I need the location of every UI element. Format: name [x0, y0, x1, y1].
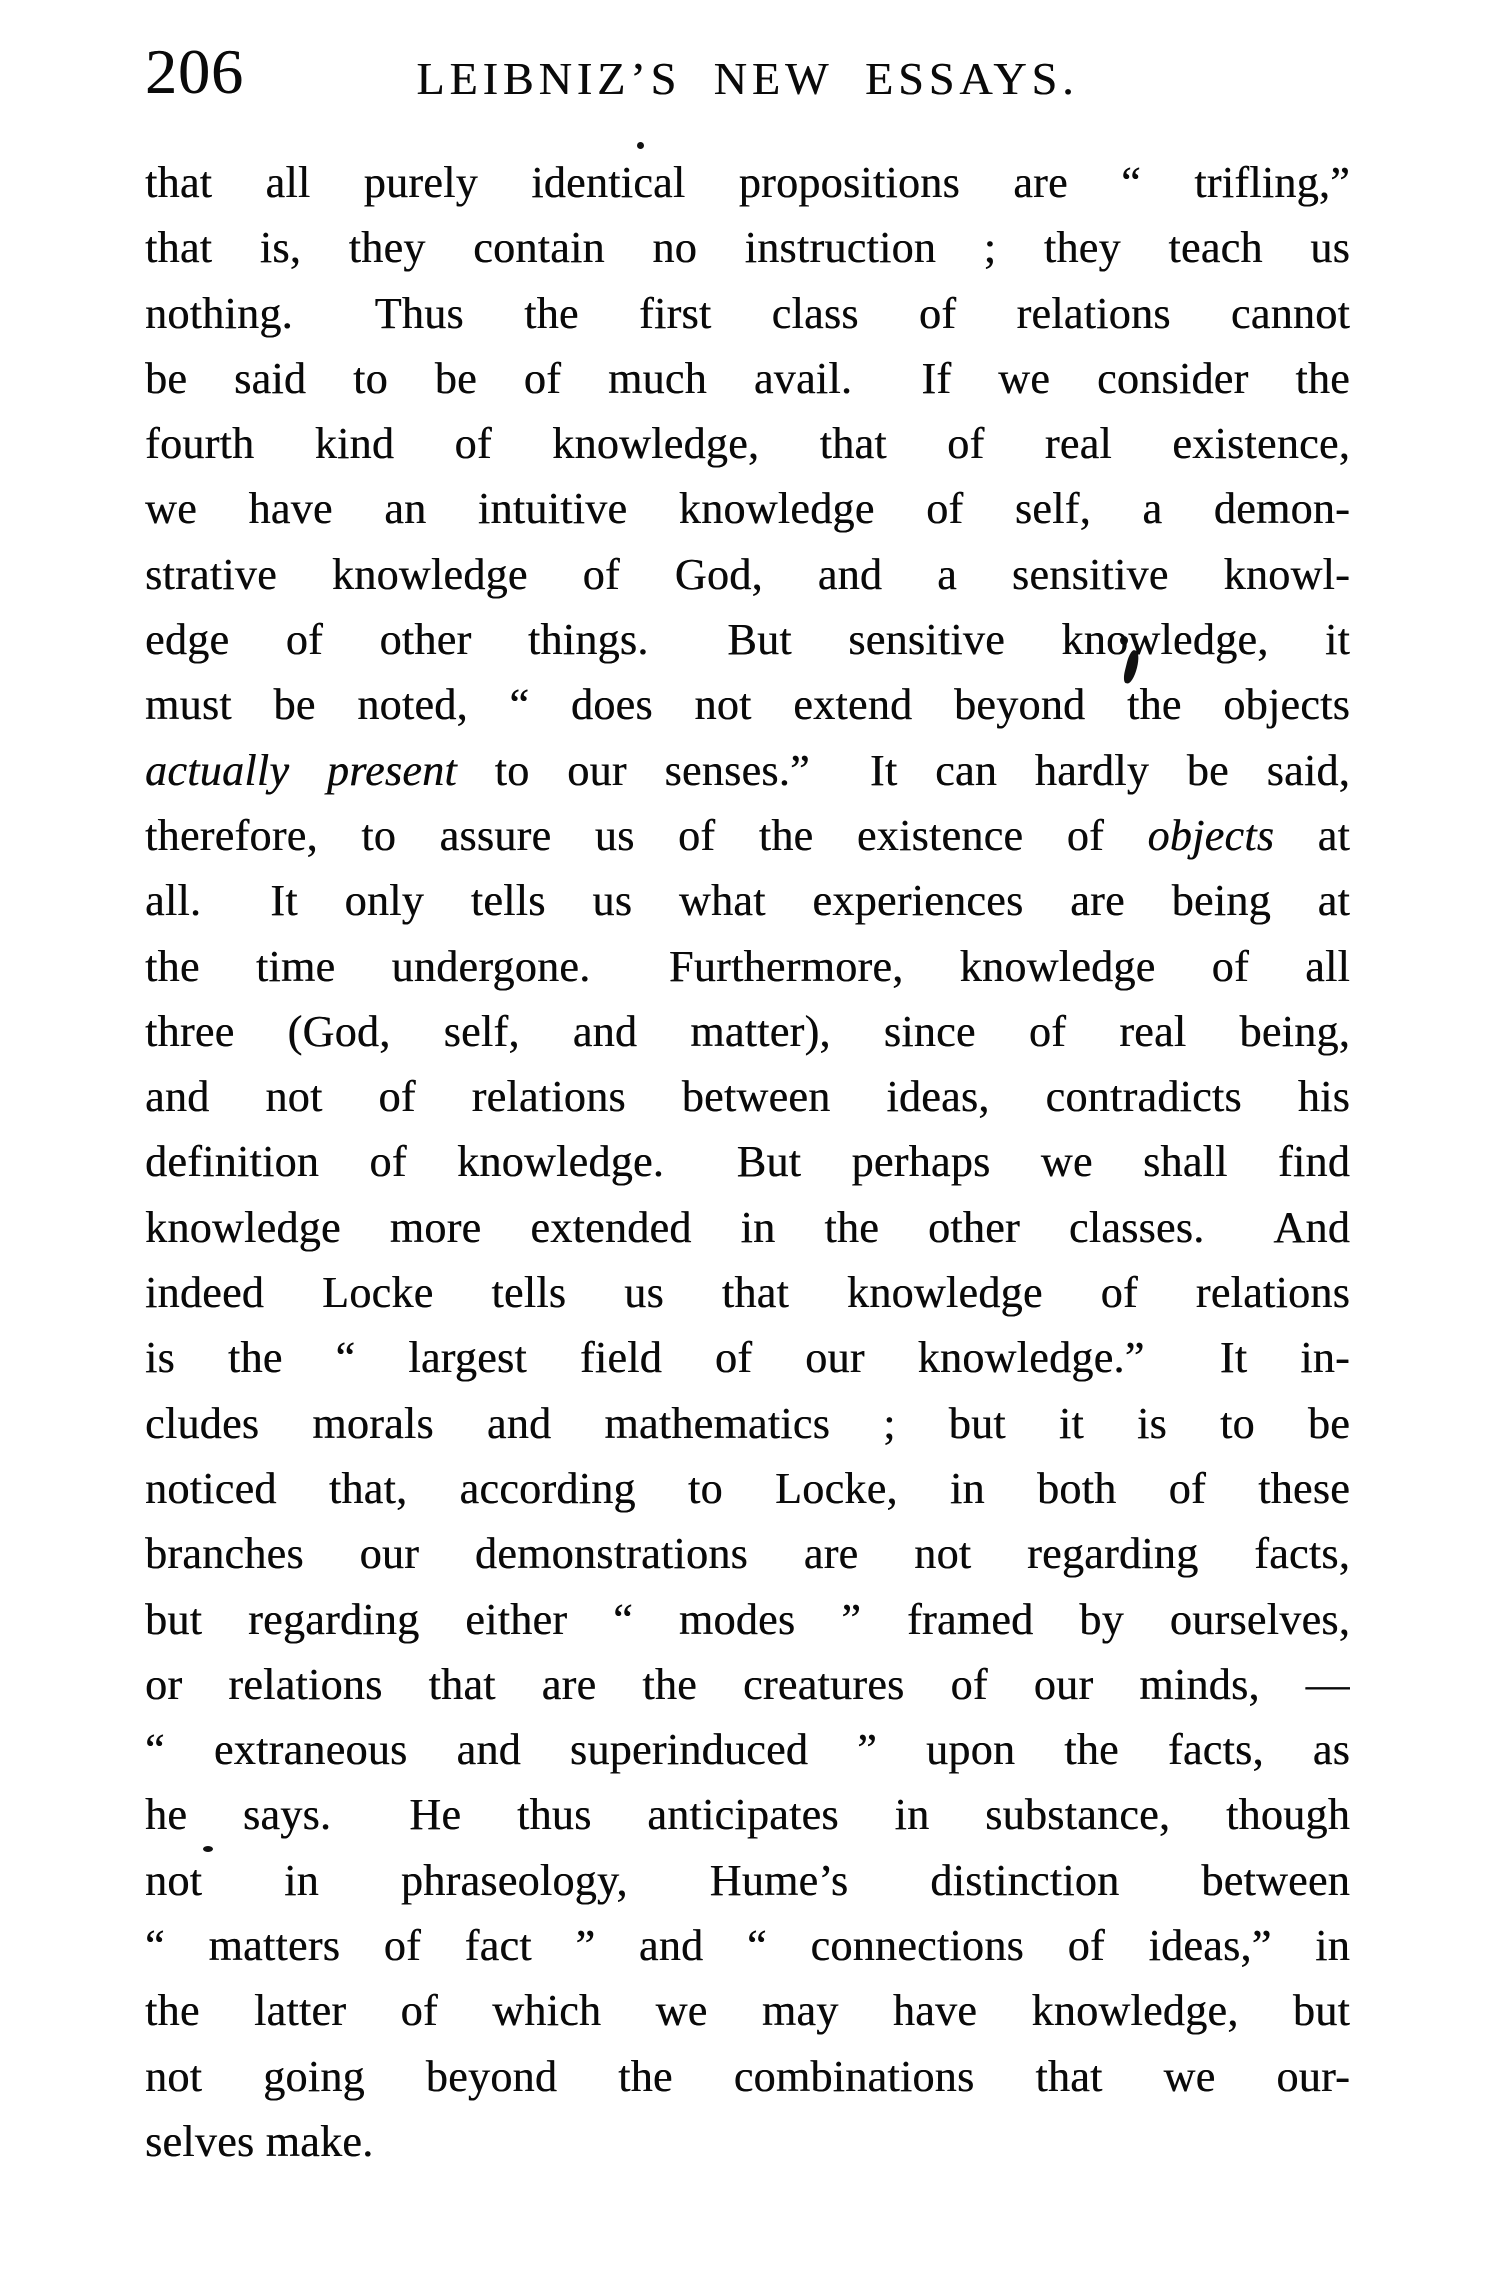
- text-segment: edge of other things. But sensitive knowledge, it: [145, 615, 1350, 665]
- text-line-22: [145, 1521, 1350, 1586]
- text-line-24: [145, 1652, 1350, 1717]
- text-line-20: [145, 1391, 1350, 1456]
- text-segment: therefore, to assure us of the existence of: [145, 810, 1148, 860]
- italic-text: actually present: [145, 745, 457, 795]
- text-line-7: [145, 542, 1350, 607]
- text-segment: knowledge more extended in the other classes. And: [145, 1202, 1350, 1252]
- text-segment: to our senses.” It can hardly be said,: [456, 745, 1350, 795]
- text-line-30: [145, 2044, 1350, 2109]
- text-segment: definition of knowledge. But perhaps we shall find: [145, 1137, 1350, 1187]
- text-line-18: [145, 1260, 1350, 1325]
- text-segment: not going beyond the combinations that we our-: [145, 2051, 1350, 2101]
- text-segment: indeed Locke tells us that knowledge of relations: [145, 1268, 1350, 1318]
- text-line-16: [145, 1129, 1350, 1194]
- text-line-9: [145, 672, 1350, 737]
- text-segment: the latter of which we may have knowledge, but: [145, 1986, 1350, 2036]
- text-segment: strative knowledge of God, and a sensitive knowl-: [145, 549, 1350, 599]
- text-segment: at: [1274, 810, 1350, 860]
- text-line-15: [145, 1064, 1350, 1129]
- text-line-14: [145, 999, 1350, 1064]
- text-segment: selves make.: [145, 2116, 374, 2166]
- text-segment: noticed that, according to Locke, in both of these: [145, 1463, 1350, 1513]
- text-line-4: [145, 346, 1350, 411]
- text-segment: is the “ largest field of our knowledge.” It in-: [145, 1333, 1350, 1383]
- text-segment: not in phraseology, Hume’s distinction between: [145, 1855, 1350, 1905]
- text-line-25: [145, 1717, 1350, 1782]
- text-line-5: [145, 411, 1350, 476]
- text-line-1: [145, 150, 1350, 215]
- text-line-8: [145, 607, 1350, 672]
- text-segment: fourth kind of knowledge, that of real existence,: [145, 419, 1350, 469]
- text-line-21: [145, 1456, 1350, 1521]
- text-line-23: [145, 1587, 1350, 1652]
- text-line-17: [145, 1195, 1350, 1260]
- text-segment: that is, they contain no instruction ; they teach us: [145, 223, 1350, 273]
- text-segment: “ extraneous and superinduced ” upon the facts, as: [145, 1725, 1350, 1775]
- text-segment: must be noted, “ does not extend beyond the objects: [145, 680, 1350, 730]
- text-segment: all. It only tells us what experiences are being at: [145, 876, 1350, 926]
- text-line-26: [145, 1782, 1350, 1847]
- text-segment: be said to be of much avail. If we consider the: [145, 353, 1350, 403]
- text-segment: we have an intuitive knowledge of self, a demon-: [145, 484, 1350, 534]
- body-text: [145, 150, 1350, 2174]
- text-segment: that all purely identical propositions are “ trifling,”: [145, 158, 1350, 207]
- text-segment: nothing. Thus the first class of relations cannot: [145, 288, 1350, 338]
- text-line-13: [145, 934, 1350, 999]
- scan-artifact-dot: [637, 142, 644, 149]
- page-number: 206: [145, 36, 244, 107]
- text-line-3: [145, 281, 1350, 346]
- italic-text: objects: [1147, 810, 1275, 860]
- text-line-11: [145, 803, 1350, 868]
- text-line-27: [145, 1848, 1350, 1913]
- text-segment: but regarding either “ modes ” framed by ourselves,: [145, 1594, 1350, 1644]
- page-header: [145, 36, 1350, 107]
- running-title: LEIBNIZ’S NEW ESSAYS.: [416, 53, 1079, 104]
- text-segment: the time undergone. Furthermore, knowledge of all: [145, 941, 1350, 991]
- text-line-10: [145, 738, 1350, 803]
- text-line-31: [145, 2109, 1350, 2174]
- text-line-2: [145, 215, 1350, 280]
- text-segment: cludes morals and mathematics ; but it is to be: [145, 1398, 1350, 1448]
- text-segment: “ matters of fact ” and “ connections of ideas,” in: [145, 1921, 1350, 1971]
- text-line-19: [145, 1325, 1350, 1390]
- text-line-28: [145, 1913, 1350, 1978]
- text-segment: branches our demonstrations are not regarding facts,: [145, 1529, 1350, 1579]
- text-line-6: [145, 476, 1350, 541]
- text-segment: he says. He thus anticipates in substance, though: [145, 1790, 1350, 1840]
- text-segment: three (God, self, and matter), since of real being,: [145, 1006, 1350, 1056]
- text-line-29: [145, 1978, 1350, 2043]
- text-segment: and not of relations between ideas, contradicts his: [145, 1072, 1350, 1122]
- text-segment: or relations that are the creatures of our minds, —: [145, 1659, 1350, 1709]
- text-line-12: [145, 868, 1350, 933]
